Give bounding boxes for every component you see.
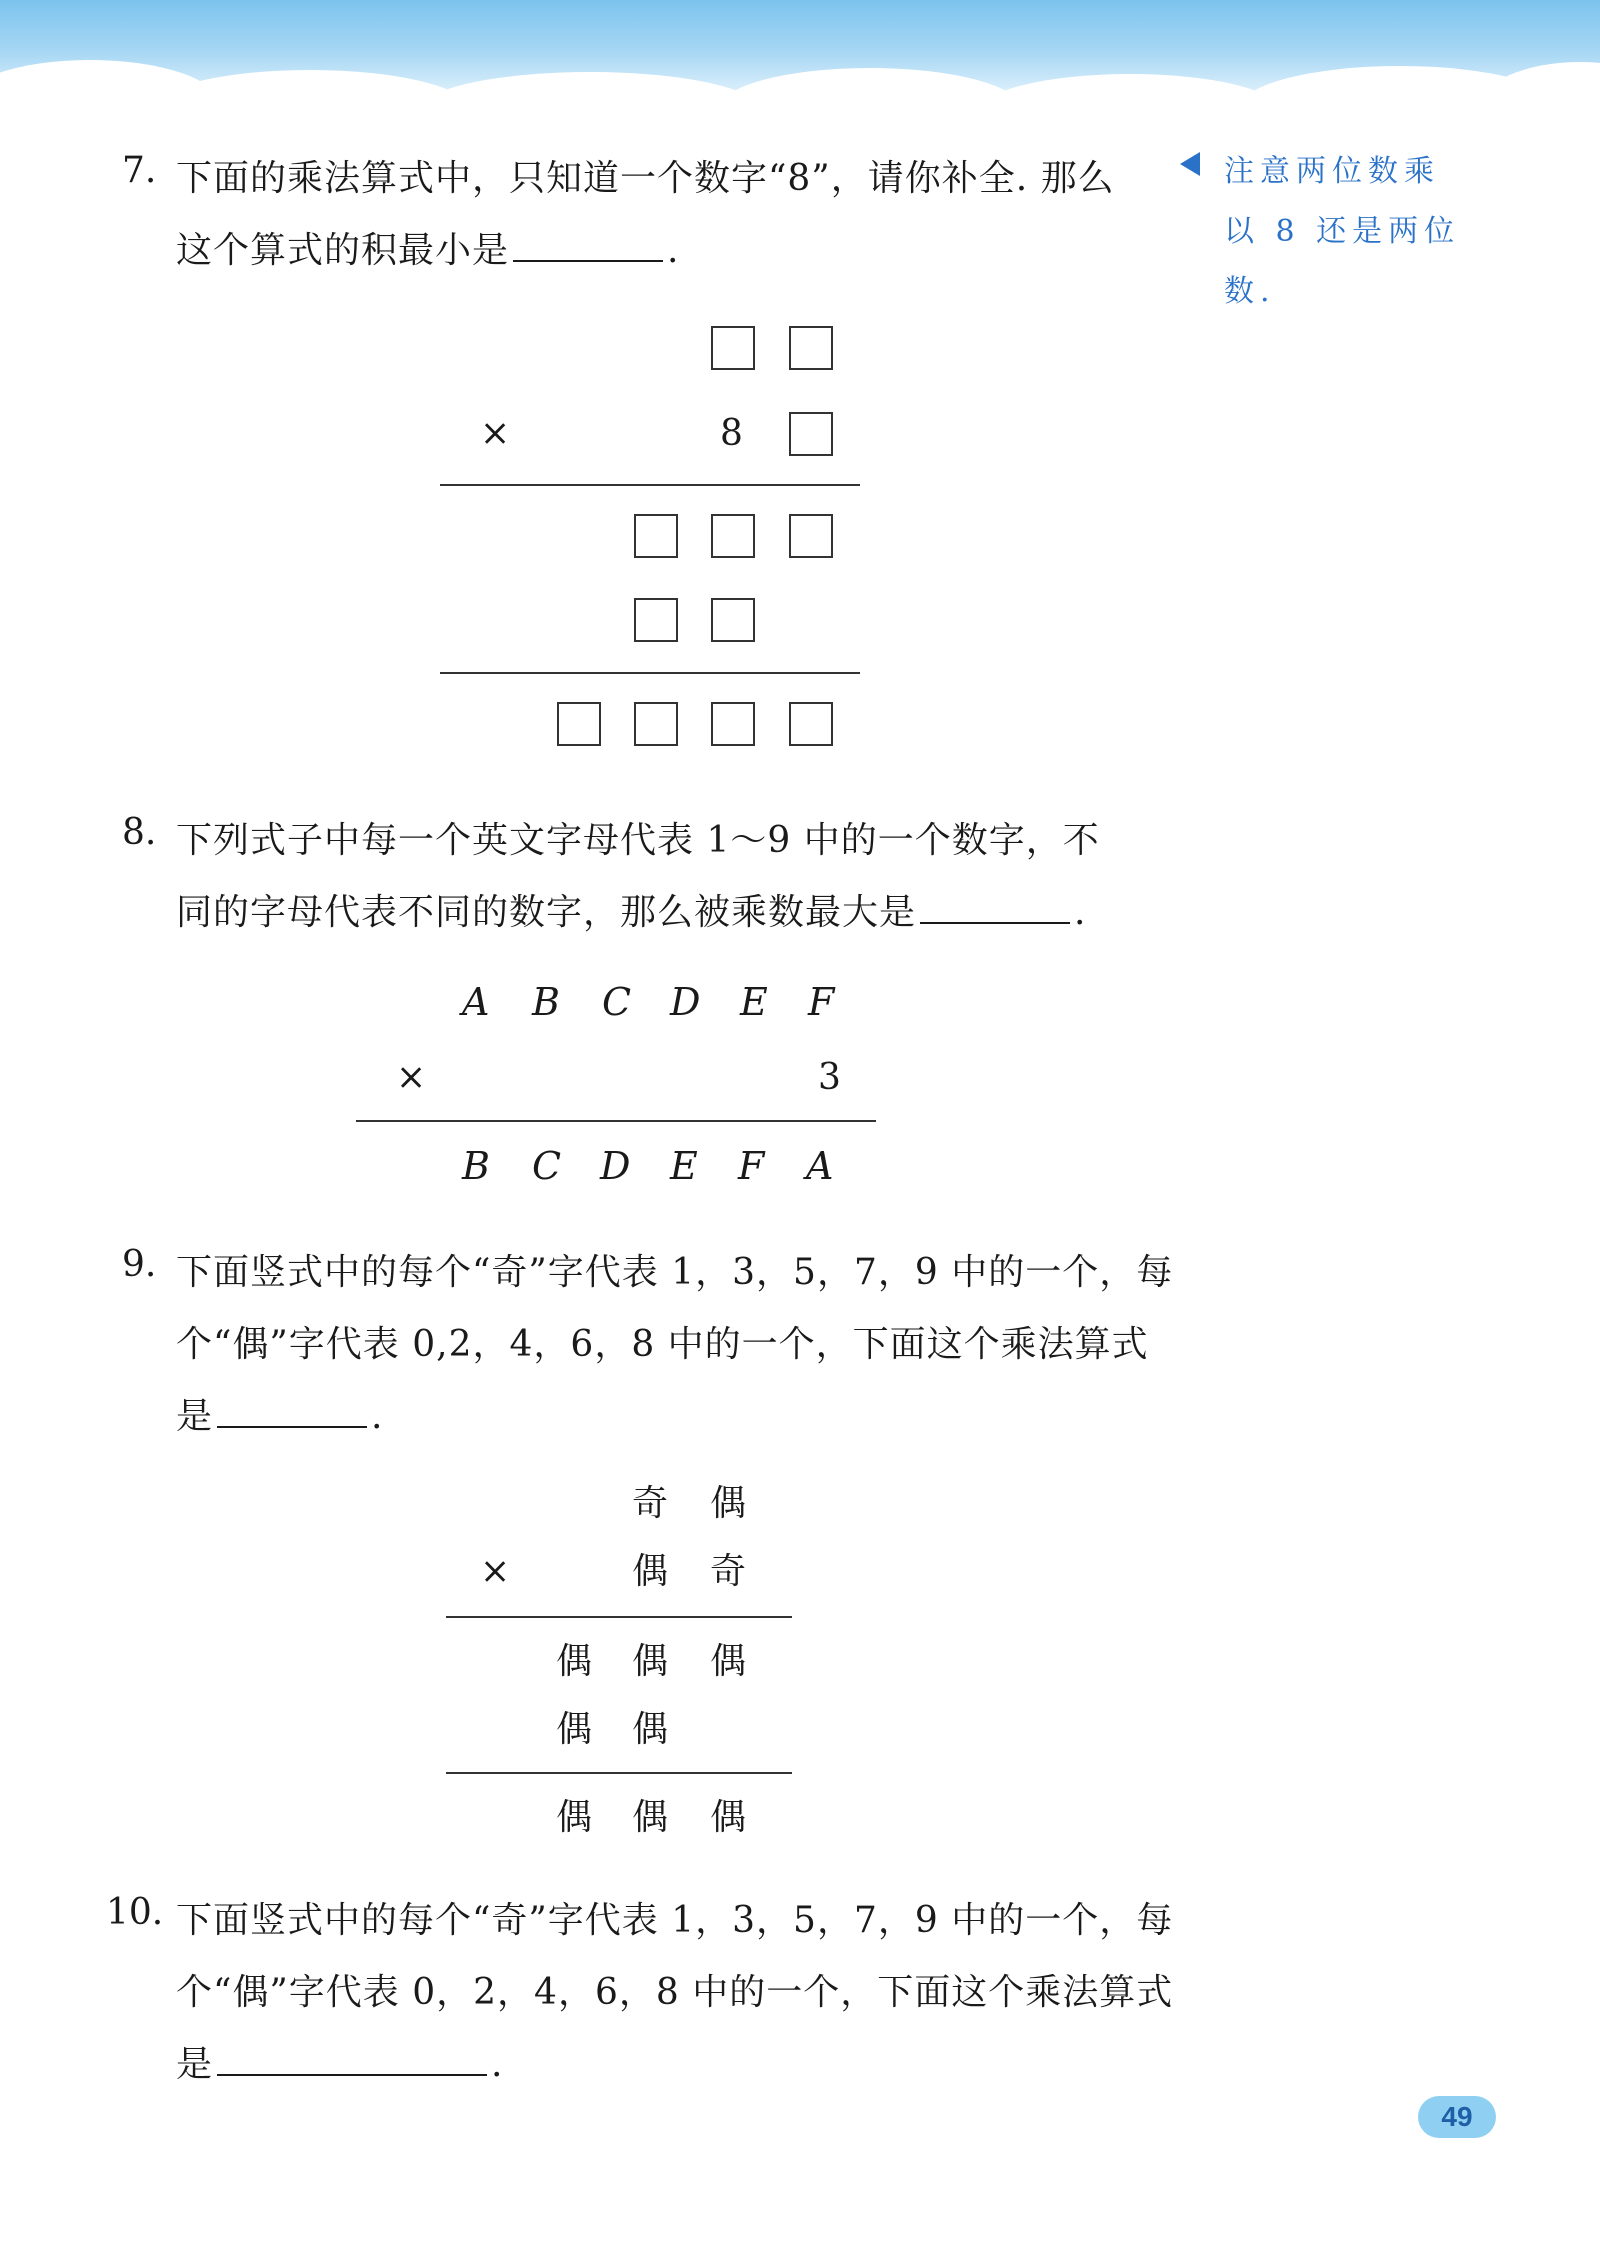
q9-cell: 偶 [710, 1483, 747, 1524]
q10-answer-blank[interactable] [217, 2040, 487, 2076]
q9-rule-line [446, 1772, 792, 1774]
q7-digit-box[interactable] [789, 412, 833, 456]
q8-result-letter: F [738, 1144, 765, 1188]
q9-cell: 偶 [556, 1709, 593, 1750]
q8-text-line1: 下列式子中每一个英文字母代表 1～9 中的一个数字，不 [176, 820, 1100, 861]
q8-times-sign: × [396, 1057, 427, 1098]
q7-answer-blank[interactable] [513, 226, 663, 262]
q7-period: . [667, 230, 680, 271]
q7-digit-box[interactable] [789, 514, 833, 558]
q7-text-line2-prefix: 这个算式的积最小是 [176, 230, 510, 271]
q7-number: 7. [122, 150, 157, 191]
q8-top-letter: C [602, 980, 632, 1024]
q9-rule-line [446, 1616, 792, 1618]
q7-digit-box[interactable] [634, 598, 678, 642]
q7-digit-box[interactable] [789, 326, 833, 370]
q8-number: 8. [122, 812, 157, 853]
q9-text-line1: 下面竖式中的每个“奇”字代表 1，3，5，7，9 中的一个，每 [176, 1252, 1174, 1293]
q8-top-letter: F [808, 980, 835, 1024]
q9-cell: 偶 [710, 1641, 747, 1682]
q8-result-letter: D [600, 1144, 631, 1188]
q9-text-line2: 个“偶”字代表 0,2，4，6，8 中的一个，下面这个乘法算式 [176, 1324, 1149, 1365]
q8-period: . [1074, 892, 1087, 933]
q10-text-line1: 下面竖式中的每个“奇”字代表 1，3，5，7，9 中的一个，每 [176, 1900, 1174, 1941]
q8-rule-line [356, 1120, 876, 1122]
q10-number: 10. [106, 1892, 164, 1933]
header-cloud [420, 72, 760, 148]
hint-line3: 数. [1224, 274, 1276, 309]
q7-rule-line [440, 484, 860, 486]
q10-text-line3 [176, 2036, 503, 2087]
hint-line1: 注意两位数乘 [1224, 154, 1440, 189]
header-cloud [720, 68, 1020, 148]
q8-result-letter: A [806, 1144, 834, 1188]
q9-text-line3 [176, 1388, 383, 1439]
q8-text-line2 [176, 884, 1086, 935]
q9-cell: 偶 [632, 1641, 669, 1682]
q7-digit-box[interactable] [711, 598, 755, 642]
page-number-badge: 49 [1418, 2096, 1496, 2138]
q7-text-line2 [176, 222, 679, 273]
q7-digit-box[interactable] [789, 702, 833, 746]
q7-digit-box[interactable] [711, 326, 755, 370]
q7-digit-box[interactable] [634, 702, 678, 746]
q8-top-letter: B [532, 980, 560, 1024]
q9-cell: 偶 [556, 1797, 593, 1838]
q8-result-letter: B [462, 1144, 490, 1188]
q9-number: 9. [122, 1244, 157, 1285]
q9-answer-blank[interactable] [217, 1392, 367, 1428]
q9-cell: 偶 [710, 1797, 747, 1838]
q9-cell: 奇 [710, 1551, 747, 1592]
q10-period: . [491, 2044, 504, 2085]
q8-text-line2-prefix: 同的字母代表不同的数字，那么被乘数最大是 [176, 892, 917, 933]
q10-text-line3-prefix: 是 [176, 2044, 214, 2085]
q7-text-line1: 下面的乘法算式中，只知道一个数字“8”，请你补全. 那么 [176, 158, 1115, 199]
q9-text-line3-prefix: 是 [176, 1396, 214, 1437]
q9-cell: 偶 [556, 1641, 593, 1682]
q8-result-letter: E [670, 1144, 698, 1188]
q9-period: . [371, 1396, 384, 1437]
q7-digit-box[interactable] [557, 702, 601, 746]
header-cloud [980, 74, 1280, 148]
q9-cell: 奇 [632, 1483, 669, 1524]
q8-answer-blank[interactable] [920, 888, 1070, 924]
q8-top-letter: E [740, 980, 768, 1024]
q7-rule-line [440, 672, 860, 674]
q7-digit-box[interactable] [711, 702, 755, 746]
q9-times-sign: × [480, 1551, 511, 1592]
q8-top-letter: A [462, 980, 490, 1024]
q8-top-letter: D [670, 980, 701, 1024]
q7-times-sign: × [480, 413, 511, 454]
q7-multiplier-digit: 8 [720, 413, 743, 454]
hint-arrow-icon [1180, 152, 1200, 176]
q9-cell: 偶 [632, 1797, 669, 1838]
q7-digit-box[interactable] [634, 514, 678, 558]
q10-text-line2: 个“偶”字代表 0，2，4，6，8 中的一个，下面这个乘法算式 [176, 1972, 1174, 2013]
q8-result-letter: C [532, 1144, 562, 1188]
hint-line2: 以 8 还是两位 [1224, 214, 1461, 249]
q7-digit-box[interactable] [711, 514, 755, 558]
q9-cell: 偶 [632, 1551, 669, 1592]
q9-cell: 偶 [632, 1709, 669, 1750]
q8-multiplier: 3 [818, 1057, 841, 1098]
